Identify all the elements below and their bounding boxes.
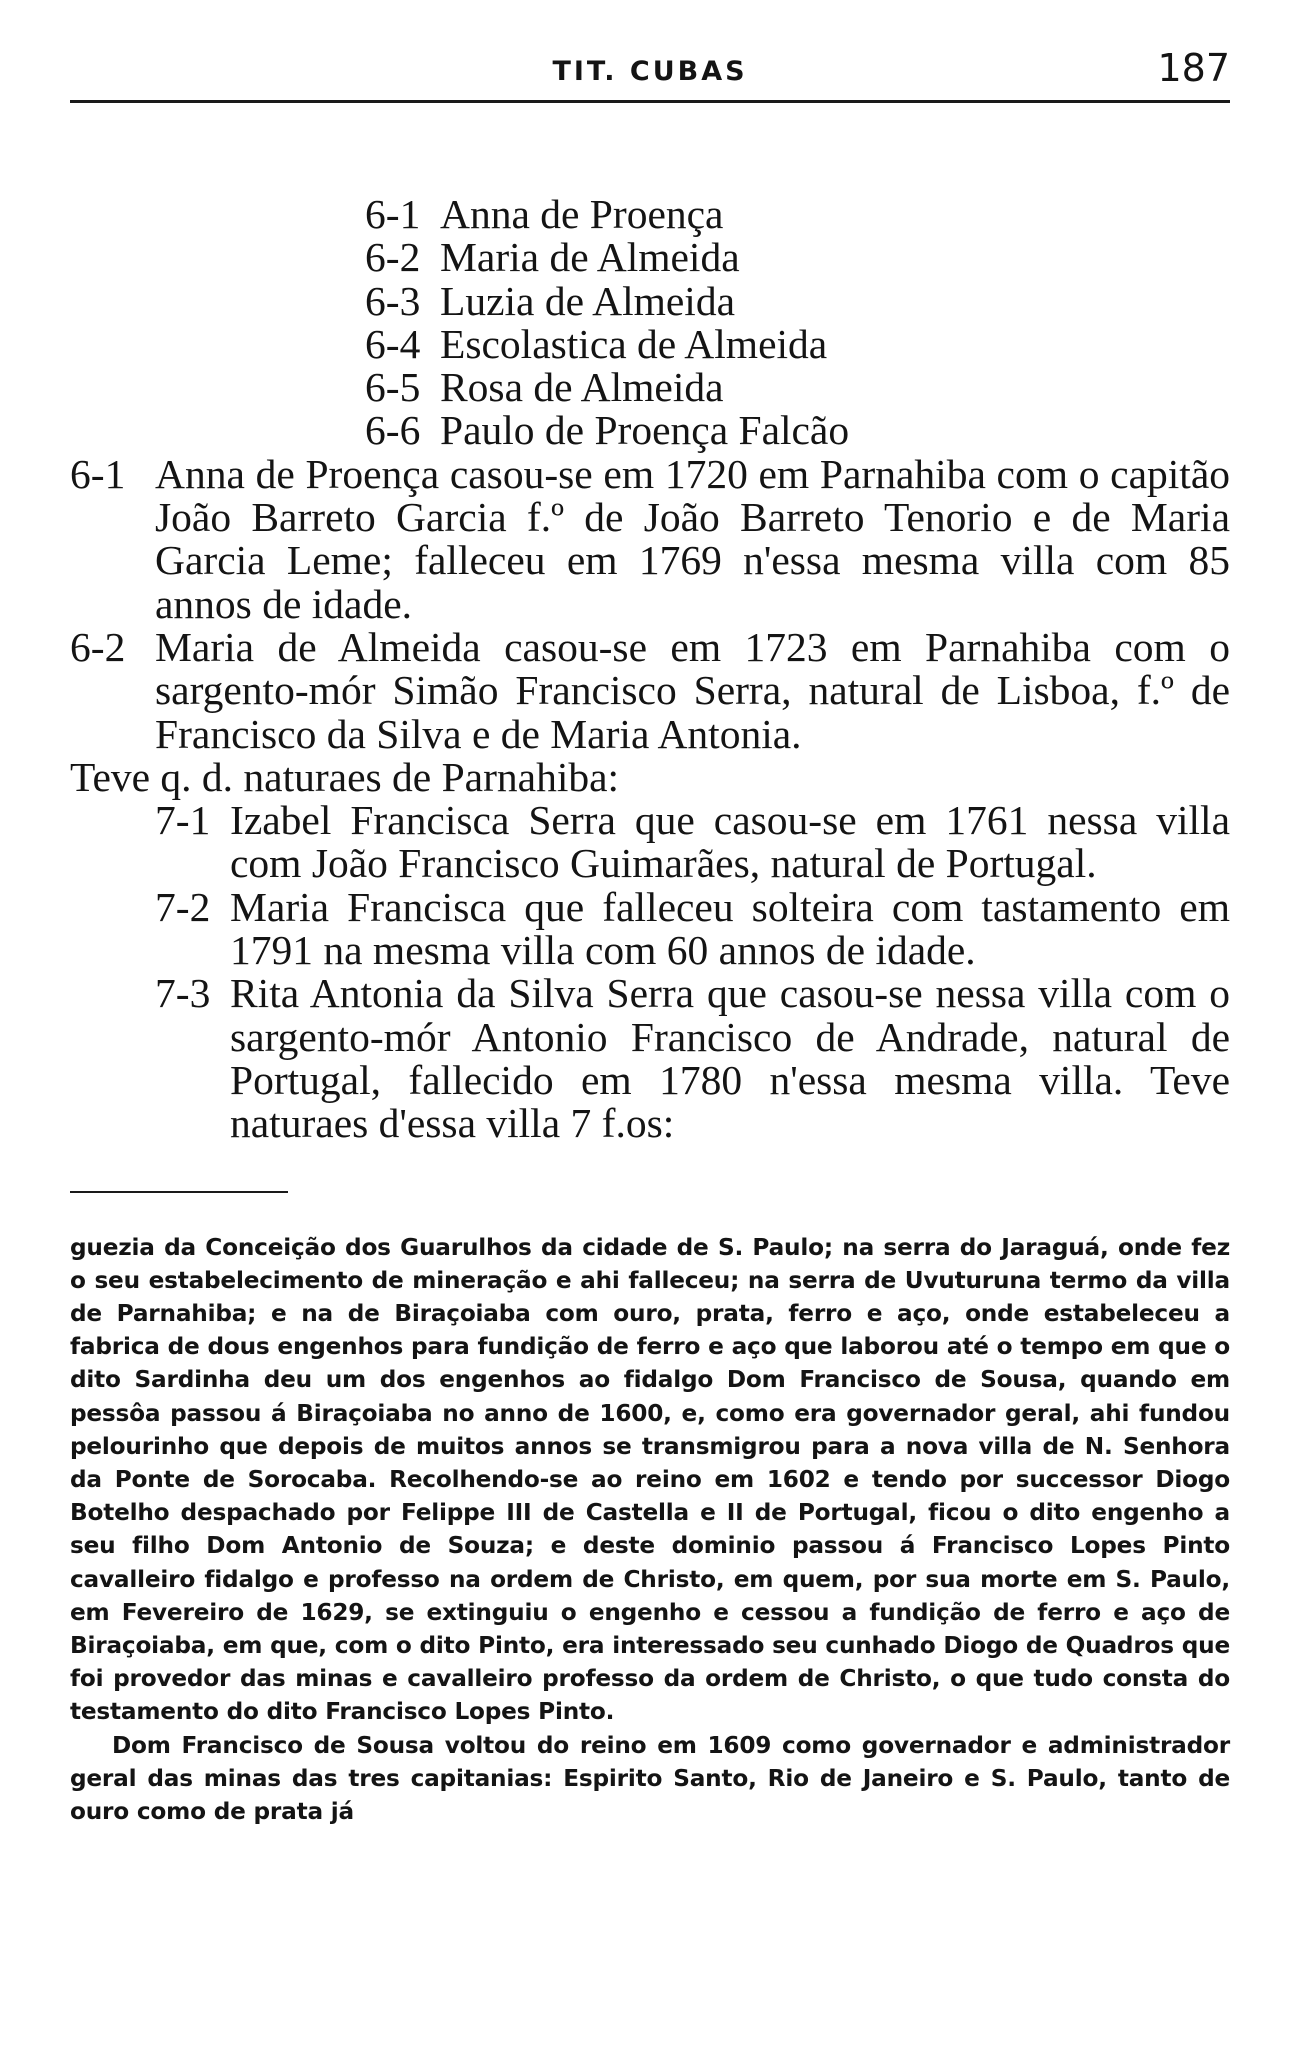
list-item-name: Paulo de Proença Falcão xyxy=(440,407,850,454)
subentry-number: 7-2 xyxy=(155,883,211,930)
subentry-text: Rita Antonia da Silva Serra que casou-se nessa villa com o sargento-mór Antonio Francisco de Andrade, natural de Portugal, fallecido em 1780 n'essa mesma villa. Teve naturaes d'essa villa 7 f.os: xyxy=(230,970,1230,1147)
subentry-number: 7-1 xyxy=(155,797,211,844)
subentry-text: Izabel Francisca Serra que casou-se em 1761 nessa villa com João Francisco Guimarães, natural de Portugal. xyxy=(230,797,1230,887)
list-item-number: 6-4 xyxy=(365,320,421,367)
subentry-7-2 xyxy=(155,883,1230,974)
entry-number: 6-2 xyxy=(70,623,126,670)
list-item-name: Rosa de Almeida xyxy=(440,364,724,411)
list-item xyxy=(365,193,1230,236)
entry-text: Maria de Almeida casou-se em 1723 em Parnahiba com o sargento-mór Simão Francisco Serra, natural de Lisboa, f.º de Francisco da Silva e de Maria Antonia. xyxy=(155,623,1230,757)
entry-6-1 xyxy=(70,450,1230,627)
children-list xyxy=(365,193,1230,453)
list-item-number: 6-2 xyxy=(365,234,421,281)
list-item-name: Luzia de Almeida xyxy=(440,277,735,324)
book-page xyxy=(70,40,1230,1828)
running-title: TIT. CUBAS xyxy=(552,56,748,87)
list-item-name: Anna de Proença xyxy=(440,191,724,237)
list-item xyxy=(365,320,1230,367)
main-text xyxy=(70,193,1230,1146)
subentry-7-1 xyxy=(155,799,1230,886)
entry-number: 6-1 xyxy=(70,450,126,497)
list-item-name: Escolastica de Almeida xyxy=(440,320,828,367)
list-item xyxy=(365,277,1230,324)
list-item xyxy=(365,236,1230,279)
footnote-paragraph: Dom Francisco de Sousa voltou do reino em 1609 como governador e administrador geral das minas das tres capitanias: Espirito Santo, Rio de Janeiro e S. Paulo, tanto de ouro como de prata já xyxy=(70,1731,1230,1825)
list-item-name: Maria de Almeida xyxy=(440,234,740,281)
footnote xyxy=(70,1231,1230,1829)
list-item-number: 6-6 xyxy=(365,407,421,454)
list-item-number: 6-3 xyxy=(365,277,421,324)
entry-continuation: Teve q. d. naturaes de Parnahiba: xyxy=(70,753,620,800)
list-item-number: 6-1 xyxy=(365,191,421,237)
entry-6-2 xyxy=(70,623,1230,800)
footnote-paragraph: guezia da Conceição dos Guarulhos da cidade de S. Paulo; na serra do Jaraguá, onde fez o seu estabelecimento de mineração e ahi falleceu; na serra de Uvuturuna termo da villa de Parnahiba; e na de Biraçoiaba com ouro, prata, ferro e aço, onde estabeleceu a fabrica de dous engenhos para fundição de ferro e aço que laborou até o tempo em que o dito Sardinha deu um dos engenhos ao fidalgo Dom Francisco de Sousa, quando em pessôa passou á Biraçoiaba no anno de 1600, e, como era governador geral, ahi fundou pelourinho que depois de muitos annos se transmigrou para a nova villa de N. Senhora da Ponte de Sorocaba. Recolhendo-se ao reino em 1602 e tendo por successor Diogo Botelho despachado por Felippe III de Castella e II de Portugal, ficou o dito engenho a seu filho Dom Antonio de Souza; e deste dominio passou á Francisco Lopes Pinto cavalleiro fidalgo e professo na ordem de Christo, em quem, por sua morte em S. Paulo, em Fevereiro de 1629, se extinguiu o engenho e cessou a fundição de ferro e aço de Biraçoiaba, em que, com o dito Pinto, era interessado seu cunhado Diogo de Quadros que foi provedor das minas e cavalleiro professo da ordem de Christo, o que tudo consta do testamento do dito Francisco Lopes Pinto. xyxy=(70,1233,1230,1726)
entry-text: Anna de Proença casou-se em 1720 em Parnahiba com o capitão João Barreto Garcia f.º de João Barreto Tenorio e de Maria Garcia Leme; falleceu em 1769 n'essa mesma villa com 85 annos de idade. xyxy=(155,450,1230,627)
subentry-7-3 xyxy=(155,972,1230,1145)
list-item xyxy=(365,409,1230,452)
running-head xyxy=(70,40,1230,103)
list-item xyxy=(365,366,1230,409)
subentry-number: 7-3 xyxy=(155,970,211,1017)
subentry-text: Maria Francisca que falleceu solteira com tastamento em 1791 na mesma villa com 60 annos de idade. xyxy=(230,883,1230,974)
page-number: 187 xyxy=(1157,46,1230,90)
footnote-divider xyxy=(70,1191,288,1193)
list-item-number: 6-5 xyxy=(365,364,421,411)
